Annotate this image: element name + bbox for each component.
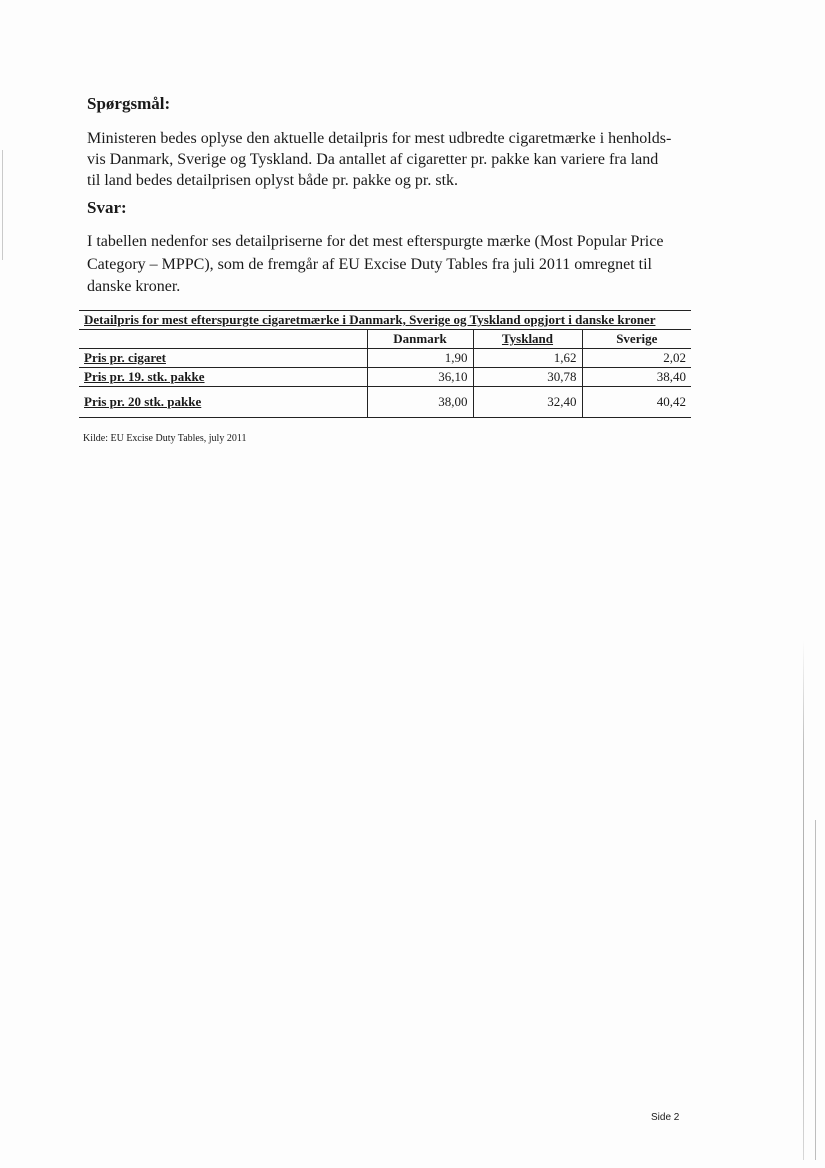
table-header-sverige: Sverige (582, 330, 691, 349)
scan-artifact-line (815, 820, 816, 1160)
row-label-text: Pris pr. cigaret (84, 350, 166, 365)
cell-danmark: 38,00 (367, 387, 473, 418)
question-text (87, 128, 699, 191)
question-line: Ministeren bedes oplyse den aktuelle detailpris for mest udbredte cigaretmærke i henholds- (87, 130, 672, 147)
table-source-note: Kilde: EU Excise Duty Tables, july 2011 (83, 433, 247, 444)
answer-heading: Svar: (87, 198, 127, 217)
table-header-row (79, 330, 691, 349)
answer-line: danske kroner. (87, 278, 181, 295)
row-label (79, 349, 367, 368)
answer-text (87, 231, 699, 299)
cell-tyskland: 32,40 (473, 387, 582, 418)
question-line: til land bedes detailprisen oplyst både pr. pakke og pr. stk. (87, 172, 459, 189)
page-number: Side 2 (651, 1112, 680, 1123)
question-line: vis Danmark, Sverige og Tyskland. Da antallet af cigaretter pr. pakke kan variere fra land (87, 151, 659, 168)
table-header-tyskland-label: Tyskland (501, 331, 554, 346)
cell-sverige: 2,02 (582, 349, 691, 368)
table-caption-row (79, 311, 691, 330)
table-caption: Detailpris for mest efterspurgte cigaretmærke i Danmark, Sverige og Tyskland opgjort i danske kroner (79, 311, 691, 330)
cell-tyskland: 30,78 (473, 368, 582, 387)
table-row (79, 368, 691, 387)
table-row (79, 387, 691, 418)
row-label-text: Pris pr. 19. stk. pakke (84, 369, 205, 384)
table-header-tyskland (473, 330, 582, 349)
scan-artifact-line (2, 150, 3, 260)
cell-danmark: 36,10 (367, 368, 473, 387)
scan-artifact-line (803, 640, 804, 1160)
cell-danmark: 1,90 (367, 349, 473, 368)
row-label (79, 387, 367, 418)
table-header-danmark: Danmark (367, 330, 473, 349)
price-table (79, 310, 691, 418)
cell-sverige: 38,40 (582, 368, 691, 387)
row-label-text: Pris pr. 20 stk. pakke (84, 394, 202, 409)
cell-tyskland: 1,62 (473, 349, 582, 368)
answer-line: Category – MPPC), som de fremgår af EU Excise Duty Tables fra juli 2011 omregnet til (87, 255, 652, 273)
table-header-empty (79, 330, 367, 349)
table-row (79, 349, 691, 368)
row-label (79, 368, 367, 387)
answer-line: I tabellen nedenfor ses detailpriserne for det mest efterspurgte mærke (Most Popular Price (87, 233, 664, 250)
cell-sverige: 40,42 (582, 387, 691, 418)
question-heading: Spørgsmål: (87, 94, 171, 113)
